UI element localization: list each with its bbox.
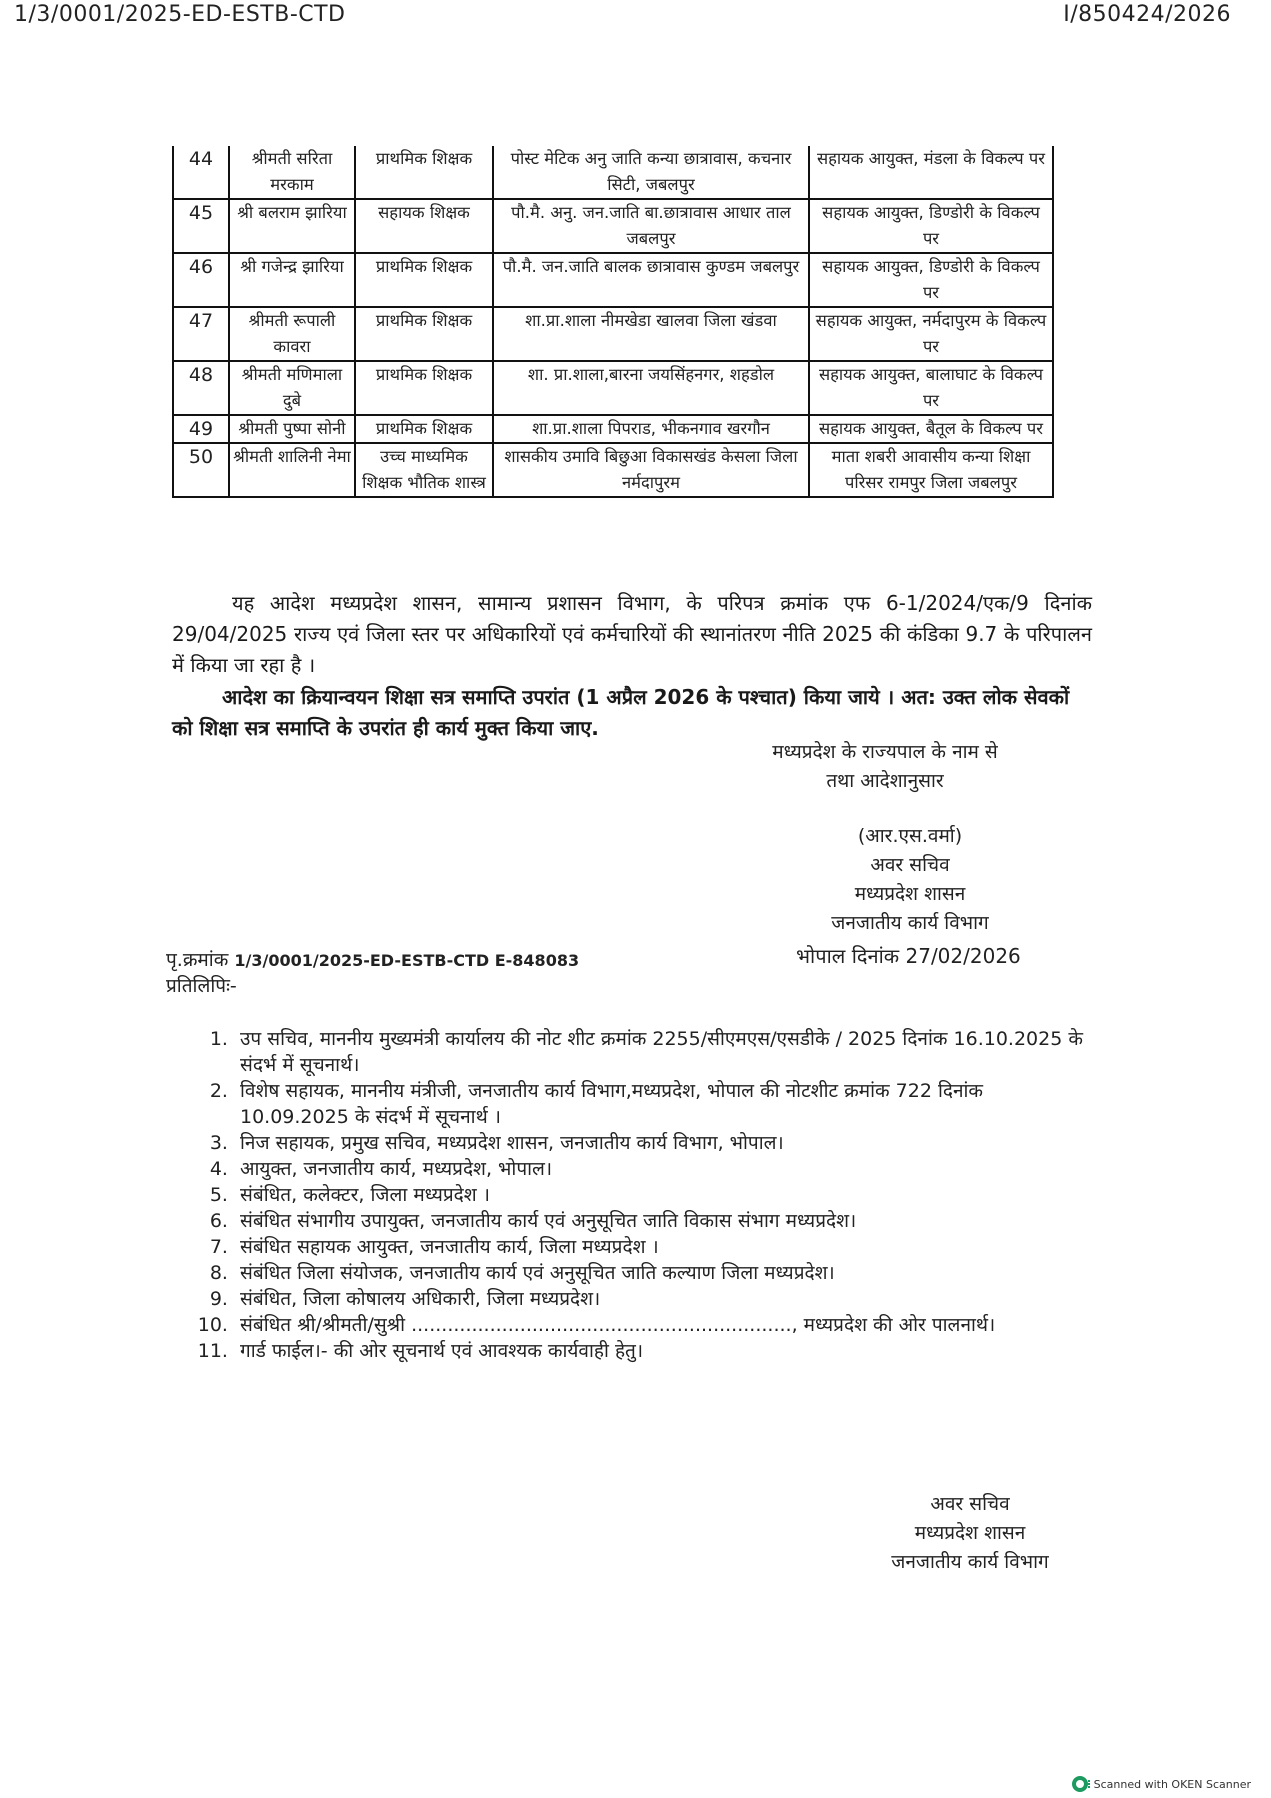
- employee-name-cell: श्रीमती रूपाली कावरा: [229, 307, 355, 361]
- copy-list-item: 5. संबंधित, कलेक्टर, जिला मध्यप्रदेश ।: [234, 1182, 1094, 1208]
- file-number: 1/3/0001/2025-ED-ESTB-CTD: [14, 2, 346, 27]
- scanner-watermark: [1072, 1776, 1251, 1792]
- table-row: [173, 443, 1053, 497]
- footer-signatory-block: [840, 1490, 1100, 1577]
- table-row: [173, 361, 1053, 415]
- serial-number-cell: 44: [173, 146, 229, 199]
- copy-list-item: 2. विशेष सहायक, माननीय मंत्रीजी, जनजातीय कार्य विभाग,मध्यप्रदेश, भोपाल की नोटशीट क्रमांक 722 दिनांक 10.09.2025 के संदर्भ में सूचनार्थ ।: [234, 1078, 1094, 1130]
- copy-list-item: 4. आयुक्त, जनजातीय कार्य, मध्यप्रदेश, भोपाल।: [234, 1156, 1094, 1182]
- new-posting-cell: सहायक आयुक्त, नर्मदापुरम के विकल्प पर: [809, 307, 1053, 361]
- current-posting-cell: पौ.मै. जन.जाति बालक छात्रावास कुण्डम जबलपुर: [493, 253, 809, 307]
- copy-list-item: 10. संबंधित श्री/श्रीमती/सुश्री ..............................................................., मध्यप्रदेश की ओर पालनार्थ।: [234, 1312, 1094, 1338]
- place-date: भोपाल दिनांक 27/02/2026: [796, 944, 1021, 968]
- authority-line-2: तथा आदेशानुसार: [826, 770, 944, 792]
- table-row: [173, 146, 1053, 199]
- new-posting-cell: माता शबरी आवासीय कन्या शिक्षा परिसर रामपुर जिला जबलपुर: [809, 443, 1053, 497]
- signatory-department: जनजातीय कार्य विभाग: [831, 912, 989, 934]
- post-cell: प्राथमिक शिक्षक: [355, 415, 493, 443]
- current-posting-cell: पोस्ट मेटिक अनु जाति कन्या छात्रावास, कचनार सिटी, जबलपुर: [493, 146, 809, 199]
- copy-list-item: 9. संबंधित, जिला कोषालय अधिकारी, जिला मध्यप्रदेश।: [234, 1286, 1094, 1312]
- serial-number-cell: 49: [173, 415, 229, 443]
- table-row: [173, 199, 1053, 253]
- copy-to-label: प्रतिलिपिः-: [166, 975, 237, 997]
- copy-list-item: 1. उप सचिव, माननीय मुख्यमंत्री कार्यालय की नोट शीट क्रमांक 2255/सीएमएस/एसडीके / 2025 दिनांक 16.10.2025 के संदर्भ में सूचनार्थ।: [234, 1026, 1094, 1078]
- serial-number-cell: 47: [173, 307, 229, 361]
- table-row: [173, 253, 1053, 307]
- new-posting-cell: सहायक आयुक्त, बालाघाट के विकल्प पर: [809, 361, 1053, 415]
- post-cell: प्राथमिक शिक्षक: [355, 361, 493, 415]
- current-posting-cell: पौ.मै. अनु. जन.जाति बा.छात्रावास आधार ताल जबलपुर: [493, 199, 809, 253]
- endorsement-label: पृ.क्रमांक: [166, 949, 229, 971]
- table-row: [173, 307, 1053, 361]
- post-cell: प्राथमिक शिक्षक: [355, 146, 493, 199]
- current-posting-cell: शा. प्रा.शाला,बारना जयसिंहनगर, शहडोल: [493, 361, 809, 415]
- new-posting-cell: सहायक आयुक्त, बैतूल के विकल्प पर: [809, 415, 1053, 443]
- signatory-government: मध्यप्रदेश शासन: [854, 883, 966, 905]
- copy-list: [192, 1026, 1094, 1364]
- footer-government: मध्यप्रदेश शासन: [914, 1522, 1026, 1544]
- footer-department: जनजातीय कार्य विभाग: [891, 1551, 1049, 1573]
- new-posting-cell: सहायक आयुक्त, डिण्डोरी के विकल्प पर: [809, 199, 1053, 253]
- endorsement-number: 1/3/0001/2025-ED-ESTB-CTD E-848083: [234, 951, 580, 970]
- copy-list-item: 11. गार्ड फाईल।- की ओर सूचनार्थ एवं आवश्यक कार्यवाही हेतु।: [234, 1338, 1094, 1364]
- serial-number-cell: 45: [173, 199, 229, 253]
- signatory-name: (आर.एस.वर्मा): [857, 825, 963, 847]
- employee-name-cell: श्रीमती पुष्पा सोनी: [229, 415, 355, 443]
- copy-list-item: 6. संबंधित संभागीय उपायुक्त, जनजातीय कार्य एवं अनुसूचित जाति विकास संभाग मध्यप्रदेश।: [234, 1208, 1094, 1234]
- endorsement-reference: [166, 946, 579, 972]
- receipt-number: I/850424/2026: [1063, 2, 1231, 27]
- oken-scanner-logo-icon: [1072, 1776, 1088, 1792]
- copy-list-item: 8. संबंधित जिला संयोजक, जनजातीय कार्य एवं अनुसूचित जाति कल्याण जिला मध्यप्रदेश।: [234, 1260, 1094, 1286]
- serial-number-cell: 50: [173, 443, 229, 497]
- signatory-block: [780, 822, 1040, 938]
- post-cell: सहायक शिक्षक: [355, 199, 493, 253]
- copy-list-item: 7. संबंधित सहायक आयुक्त, जनजातीय कार्य, जिला मध्यप्रदेश ।: [234, 1234, 1094, 1260]
- new-posting-cell: सहायक आयुक्त, मंडला के विकल्प पर: [809, 146, 1053, 199]
- table-row: [173, 415, 1053, 443]
- post-cell: प्राथमिक शिक्षक: [355, 307, 493, 361]
- employee-name-cell: श्रीमती शालिनी नेमा: [229, 443, 355, 497]
- employee-name-cell: श्रीमती मणिमाला दुबे: [229, 361, 355, 415]
- authority-block: [735, 738, 1035, 796]
- copy-list-item: 3. निज सहायक, प्रमुख सचिव, मध्यप्रदेश शासन, जनजातीय कार्य विभाग, भोपाल।: [234, 1130, 1094, 1156]
- scanner-watermark-text: Scanned with OKEN Scanner: [1093, 1777, 1251, 1791]
- order-basis-paragraph: यह आदेश मध्यप्रदेश शासन, सामान्य प्रशासन विभाग, के परिपत्र क्रमांक एफ 6-1/2024/एक/9 दिनांक 29/04/2025 राज्य एवं जिला स्तर पर अधिकारियों एवं कर्मचारियों की स्थानांतरण नीति 2025 की कंडिका 9.7 के परिपालन में किया जा रहा है ।: [172, 591, 1092, 677]
- employee-name-cell: श्री बलराम झारिया: [229, 199, 355, 253]
- employee-name-cell: श्रीमती सरिता मरकाम: [229, 146, 355, 199]
- authority-line-1: मध्यप्रदेश के राज्यपाल के नाम से: [772, 741, 998, 763]
- signatory-designation: अवर सचिव: [870, 854, 950, 876]
- serial-number-cell: 48: [173, 361, 229, 415]
- new-posting-cell: सहायक आयुक्त, डिण्डोरी के विकल्प पर: [809, 253, 1053, 307]
- serial-number-cell: 46: [173, 253, 229, 307]
- current-posting-cell: शा.प्रा.शाला नीमखेडा खालवा जिला खंडवा: [493, 307, 809, 361]
- implementation-paragraph: आदेश का क्रियान्वयन शिक्षा सत्र समाप्ति उपरांत (1 अप्रैल 2026 के पश्चात) किया जाये । अत: उक्त लोक सेवकों को शिक्षा सत्र समाप्ति के उपरांत ही कार्य मुक्त किया जाए.: [172, 685, 1070, 740]
- current-posting-cell: शा.प्रा.शाला पिपराड, भीकनगाव खरगौन: [493, 415, 809, 443]
- footer-designation: अवर सचिव: [930, 1493, 1010, 1515]
- post-cell: प्राथमिक शिक्षक: [355, 253, 493, 307]
- transfer-table: [172, 146, 1054, 498]
- current-posting-cell: शासकीय उमावि बिछुआ विकासखंड केसला जिला नर्मदापुरम: [493, 443, 809, 497]
- employee-name-cell: श्री गजेन्द्र झारिया: [229, 253, 355, 307]
- post-cell: उच्च माध्यमिक शिक्षक भौतिक शास्त्र: [355, 443, 493, 497]
